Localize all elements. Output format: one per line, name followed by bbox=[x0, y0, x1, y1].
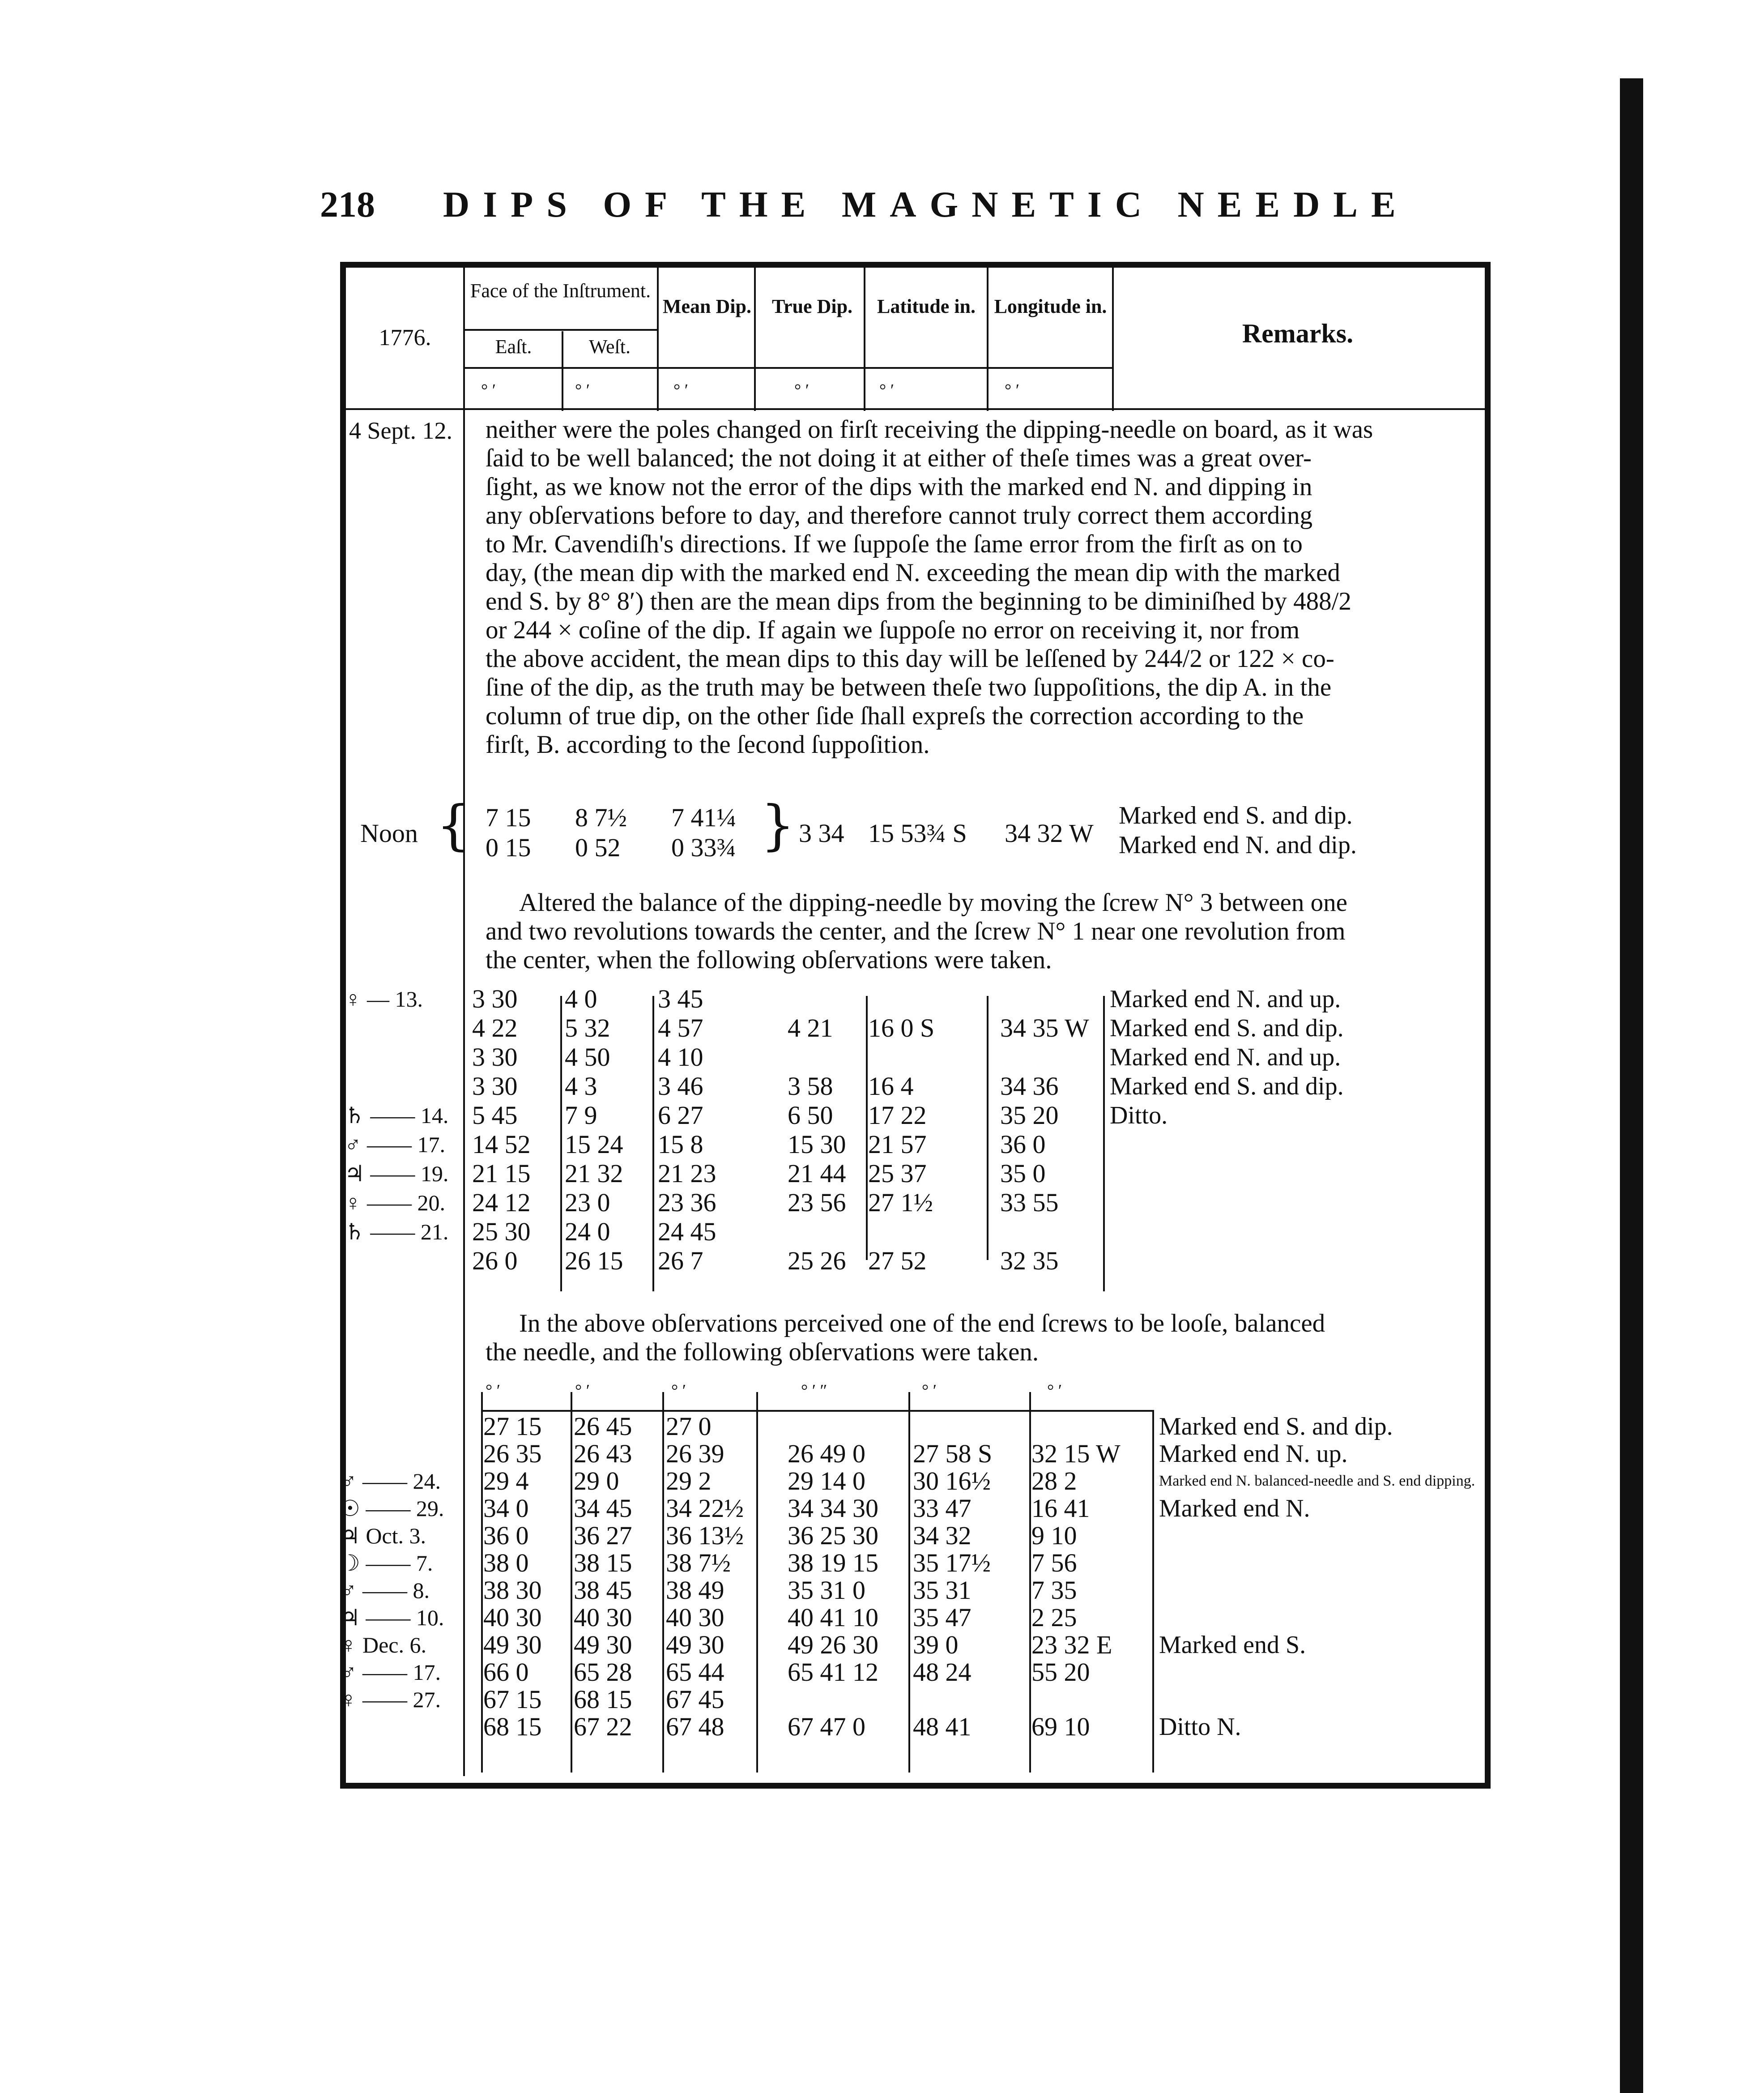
column-rule bbox=[481, 1392, 483, 1773]
east-units: ° ′ bbox=[481, 381, 496, 400]
paragraph-line: the needle, and the following obſervations were taken. bbox=[486, 1338, 1039, 1366]
cell-date: ♃ Oct. 3. bbox=[340, 1523, 426, 1548]
cell-remark: Marked end N. up. bbox=[1159, 1440, 1348, 1468]
column-rule bbox=[1152, 1410, 1154, 1773]
paragraph-line: any obſervations before to day, and therefore cannot truly correct them according bbox=[486, 501, 1313, 530]
cell-west: 38 15 bbox=[574, 1548, 632, 1577]
paragraph-line: ſight, as we know not the error of the dips with the marked end N. and dipping in bbox=[486, 473, 1312, 501]
cell-date: ♀ —— 27. bbox=[340, 1687, 441, 1712]
cell-lon: 34 36 bbox=[1000, 1072, 1059, 1101]
cell-true: 38 19 15 bbox=[788, 1548, 878, 1577]
cell-mean: 26 7 bbox=[658, 1246, 703, 1275]
cell-true: 26 49 0 bbox=[788, 1439, 865, 1468]
noon-east-2: 0 15 bbox=[486, 833, 531, 862]
cell-date: ♀ — 13. bbox=[345, 987, 423, 1012]
cell-true: 65 41 12 bbox=[788, 1657, 878, 1687]
mean-units: ° ′ bbox=[673, 381, 689, 400]
cell-true: 15 30 bbox=[788, 1130, 846, 1159]
paragraph-line: or 244 × coſine of the dip. If again we ſuppoſe no error on receiving it, nor from bbox=[486, 616, 1300, 644]
cell-true: 49 26 30 bbox=[788, 1630, 878, 1659]
header-rule bbox=[562, 331, 563, 411]
cell-lat: 39 0 bbox=[913, 1630, 959, 1659]
first-date: 4 Sept. 12. bbox=[349, 417, 453, 444]
units-east-2: ° ′ bbox=[486, 1381, 501, 1400]
cell-date: ♃ —— 19. bbox=[345, 1161, 449, 1186]
cell-lat: 27 1½ bbox=[868, 1188, 933, 1217]
cell-mean: 23 36 bbox=[658, 1188, 716, 1217]
cell-remark: Marked end S. and dip. bbox=[1110, 1072, 1344, 1100]
paragraph-line: to Mr. Cavendiſh's directions. If we ſuppoſe the ſame error from the firſt as on to bbox=[486, 530, 1303, 558]
units-lat-2: ° ′ bbox=[922, 1381, 937, 1400]
header-rule bbox=[1112, 268, 1114, 411]
cell-mean: 29 2 bbox=[666, 1466, 712, 1495]
cell-lat: 34 32 bbox=[913, 1521, 971, 1550]
cell-lon: 28 2 bbox=[1031, 1466, 1077, 1495]
cell-date: ♃ —— 10. bbox=[340, 1605, 444, 1630]
cell-true: 4 21 bbox=[788, 1013, 833, 1042]
noon-west-1: 8 7½ bbox=[575, 803, 627, 832]
cell-west: 26 43 bbox=[574, 1439, 632, 1468]
cell-lon: 32 35 bbox=[1000, 1246, 1059, 1275]
paragraph-line: column of true dip, on the other ſide ſhall expreſs the correction according to the bbox=[486, 702, 1304, 730]
face-heading: Face of the Inſtrument. bbox=[470, 280, 651, 302]
cell-lat: 48 41 bbox=[913, 1712, 971, 1741]
units-true-2: ° ′ ″ bbox=[801, 1381, 827, 1400]
cell-mean: 3 45 bbox=[658, 984, 703, 1013]
cell-mean: 27 0 bbox=[666, 1412, 712, 1441]
cell-mean: 4 10 bbox=[658, 1042, 703, 1072]
year-heading: 1776. bbox=[379, 325, 431, 350]
cell-west: 4 0 bbox=[565, 984, 597, 1013]
cell-date: ☉ —— 29. bbox=[340, 1496, 444, 1521]
noon-east-1: 7 15 bbox=[486, 803, 531, 832]
cell-lat: 35 17½ bbox=[913, 1548, 991, 1577]
units-west-2: ° ′ bbox=[575, 1381, 590, 1400]
cell-west: 7 9 bbox=[565, 1101, 597, 1130]
cell-west: 38 45 bbox=[574, 1576, 632, 1605]
cell-west: 15 24 bbox=[565, 1130, 623, 1159]
cell-true: 6 50 bbox=[788, 1101, 833, 1130]
paragraph-line: and two revolutions towards the center, and the ſcrew N° 1 near one revolution from bbox=[486, 917, 1346, 945]
cell-remark: Ditto N. bbox=[1159, 1713, 1241, 1741]
cell-east: 38 0 bbox=[483, 1548, 529, 1577]
cell-true: 3 58 bbox=[788, 1072, 833, 1101]
cell-west: 26 45 bbox=[574, 1412, 632, 1441]
paragraph-line: Altered the balance of the dipping-needle by moving the ſcrew N° 3 between one bbox=[519, 888, 1347, 917]
cell-east: 3 30 bbox=[472, 1072, 518, 1101]
column-rule bbox=[1103, 996, 1105, 1291]
cell-true: 36 25 30 bbox=[788, 1521, 878, 1550]
cell-mean: 67 48 bbox=[666, 1712, 724, 1741]
cell-date: ♂ —— 24. bbox=[340, 1469, 441, 1494]
cell-lon: 23 32 E bbox=[1031, 1630, 1112, 1659]
cell-lat: 27 58 S bbox=[913, 1439, 993, 1468]
east-heading: Eaſt. bbox=[495, 336, 532, 358]
cell-west: 29 0 bbox=[574, 1466, 619, 1495]
cell-remark: Marked end S. and dip. bbox=[1110, 1014, 1344, 1042]
paragraph-line: ſaid to be well balanced; the not doing it at either of theſe times was a great over- bbox=[486, 444, 1312, 472]
cell-west: 65 28 bbox=[574, 1657, 632, 1687]
cell-east: 34 0 bbox=[483, 1494, 529, 1523]
cell-remark: Marked end N. balanced-needle and S. end dipping. bbox=[1159, 1473, 1475, 1489]
column-rule bbox=[908, 1392, 910, 1773]
brace-glyph: { bbox=[436, 794, 471, 857]
west-heading: Weſt. bbox=[589, 336, 631, 358]
column-rule bbox=[662, 1392, 664, 1773]
lon-units: ° ′ bbox=[1005, 381, 1020, 400]
cell-remark: Marked end S. and dip. bbox=[1159, 1413, 1393, 1440]
cell-date: ☽ —— 7. bbox=[340, 1551, 433, 1576]
header-rule bbox=[987, 268, 989, 411]
cell-east: 38 30 bbox=[483, 1576, 542, 1605]
noon-remark-2: Marked end N. and dip. bbox=[1119, 831, 1357, 859]
cell-east: 14 52 bbox=[472, 1130, 531, 1159]
true-heading: True Dip. bbox=[771, 295, 853, 317]
cell-lon: 32 15 W bbox=[1031, 1439, 1121, 1468]
lat-units: ° ′ bbox=[879, 381, 895, 400]
cell-lat: 35 31 bbox=[913, 1576, 971, 1605]
cell-remark: Marked end N. and up. bbox=[1110, 1043, 1341, 1071]
header-rule bbox=[864, 268, 865, 411]
cell-west: 4 50 bbox=[565, 1042, 610, 1072]
cell-lon: 9 10 bbox=[1031, 1521, 1077, 1550]
column-rule bbox=[571, 1392, 572, 1773]
column-rule bbox=[1029, 1392, 1031, 1773]
column-rule bbox=[756, 1392, 758, 1773]
header-rule bbox=[657, 268, 659, 411]
cell-remark: Marked end N. and up. bbox=[1110, 985, 1341, 1013]
cell-lon: 36 0 bbox=[1000, 1130, 1046, 1159]
cell-west: 68 15 bbox=[574, 1685, 632, 1714]
page-number: 218 bbox=[320, 184, 375, 225]
cell-mean: 40 30 bbox=[666, 1603, 724, 1632]
cell-lat: 33 47 bbox=[913, 1494, 971, 1523]
cell-east: 24 12 bbox=[472, 1188, 531, 1217]
cell-east: 3 30 bbox=[472, 1042, 518, 1072]
cell-mean: 34 22½ bbox=[666, 1494, 744, 1523]
noon-lon: 34 32 W bbox=[1005, 819, 1094, 848]
cell-east: 36 0 bbox=[483, 1521, 529, 1550]
cell-east: 29 4 bbox=[483, 1466, 529, 1495]
cell-true: 21 44 bbox=[788, 1159, 846, 1188]
cell-east: 21 15 bbox=[472, 1159, 531, 1188]
cell-mean: 4 57 bbox=[658, 1013, 703, 1042]
brace-glyph: } bbox=[761, 794, 795, 857]
cell-west: 34 45 bbox=[574, 1494, 632, 1523]
cell-mean: 38 7½ bbox=[666, 1548, 731, 1577]
header-rule bbox=[463, 367, 1112, 369]
noon-west-2: 0 52 bbox=[575, 833, 621, 862]
cell-lon: 35 20 bbox=[1000, 1101, 1059, 1130]
latitude-heading: Latitude in. bbox=[877, 295, 976, 317]
page-spine-shadow bbox=[1620, 78, 1643, 2093]
remarks-heading: Remarks. bbox=[1242, 319, 1354, 348]
cell-east: 4 22 bbox=[472, 1013, 518, 1042]
cell-mean: 36 13½ bbox=[666, 1521, 744, 1550]
cell-remark: Ditto. bbox=[1110, 1102, 1168, 1129]
cell-date: ♂ —— 17. bbox=[340, 1660, 441, 1685]
noon-label: Noon bbox=[360, 819, 418, 848]
noon-true: 3 34 bbox=[799, 819, 844, 848]
units-mean-2: ° ′ bbox=[671, 1381, 686, 1400]
cell-remark: Marked end S. bbox=[1159, 1631, 1306, 1659]
cell-lat: 27 52 bbox=[868, 1246, 927, 1275]
cell-east: 3 30 bbox=[472, 984, 518, 1013]
cell-west: 49 30 bbox=[574, 1630, 632, 1659]
cell-date: ♄ —— 21. bbox=[345, 1219, 449, 1244]
cell-lat: 35 47 bbox=[913, 1603, 971, 1632]
cell-date: ♂ —— 17. bbox=[345, 1132, 445, 1157]
cell-mean: 21 23 bbox=[658, 1159, 716, 1188]
true-units: ° ′ bbox=[794, 381, 810, 400]
cell-east: 40 30 bbox=[483, 1603, 542, 1632]
cell-true: 25 26 bbox=[788, 1246, 846, 1275]
cell-east: 26 0 bbox=[472, 1246, 518, 1275]
cell-lon: 16 41 bbox=[1031, 1494, 1090, 1523]
cell-east: 5 45 bbox=[472, 1101, 518, 1130]
cell-west: 36 27 bbox=[574, 1521, 632, 1550]
cell-lat: 21 57 bbox=[868, 1130, 927, 1159]
cell-mean: 65 44 bbox=[666, 1657, 724, 1687]
cell-true: 23 56 bbox=[788, 1188, 846, 1217]
cell-west: 24 0 bbox=[565, 1217, 610, 1246]
cell-lat: 48 24 bbox=[913, 1657, 971, 1687]
noon-mean-1: 7 41¼ bbox=[671, 803, 736, 832]
column-rule bbox=[560, 996, 562, 1291]
cell-lon: 7 35 bbox=[1031, 1576, 1077, 1605]
cell-east: 49 30 bbox=[483, 1630, 542, 1659]
cell-lon: 7 56 bbox=[1031, 1548, 1077, 1577]
cell-east: 68 15 bbox=[483, 1712, 542, 1741]
cell-east: 27 15 bbox=[483, 1412, 542, 1441]
cell-lon: 55 20 bbox=[1031, 1657, 1090, 1687]
cell-west: 67 22 bbox=[574, 1712, 632, 1741]
cell-mean: 49 30 bbox=[666, 1630, 724, 1659]
header-rule bbox=[754, 268, 756, 411]
cell-east: 66 0 bbox=[483, 1657, 529, 1687]
header-bottom-rule bbox=[346, 408, 1485, 410]
column-rule bbox=[987, 996, 989, 1260]
cell-west: 23 0 bbox=[565, 1188, 610, 1217]
cell-true: 40 41 10 bbox=[788, 1603, 878, 1632]
paragraph-line: ſine of the dip, as the truth may be between theſe two ſuppoſitions, the dip A. in the bbox=[486, 673, 1332, 701]
cell-lon: 33 55 bbox=[1000, 1188, 1059, 1217]
paragraph-line: end S. by 8° 8′) then are the mean dips from the beginning to be diminiſhed by 488/2 bbox=[486, 587, 1351, 615]
cell-remark: Marked end N. bbox=[1159, 1495, 1310, 1522]
cell-lon: 69 10 bbox=[1031, 1712, 1090, 1741]
cell-date: ♀ —— 20. bbox=[345, 1190, 445, 1215]
cell-east: 26 35 bbox=[483, 1439, 542, 1468]
cell-mean: 38 49 bbox=[666, 1576, 724, 1605]
cell-west: 5 32 bbox=[565, 1013, 610, 1042]
paragraph-line: In the above obſervations perceived one of the end ſcrews to be looſe, balanced bbox=[519, 1309, 1325, 1337]
cell-east: 25 30 bbox=[472, 1217, 531, 1246]
cell-lon: 35 0 bbox=[1000, 1159, 1046, 1188]
cell-mean: 15 8 bbox=[658, 1130, 703, 1159]
cell-lat: 30 16½ bbox=[913, 1466, 991, 1495]
cell-lat: 17 22 bbox=[868, 1101, 927, 1130]
noon-remark-1: Marked end S. and dip. bbox=[1119, 802, 1353, 829]
cell-true: 29 14 0 bbox=[788, 1466, 865, 1495]
column-rule bbox=[652, 996, 654, 1291]
cell-lat: 16 0 S bbox=[868, 1013, 935, 1042]
cell-west: 4 3 bbox=[565, 1072, 597, 1101]
cell-lat: 25 37 bbox=[868, 1159, 927, 1188]
units-lon-2: ° ′ bbox=[1047, 1381, 1062, 1400]
cell-mean: 67 45 bbox=[666, 1685, 724, 1714]
cell-mean: 3 46 bbox=[658, 1072, 703, 1101]
cell-true: 67 47 0 bbox=[788, 1712, 865, 1741]
cell-lon: 2 25 bbox=[1031, 1603, 1077, 1632]
cell-west: 21 32 bbox=[565, 1159, 623, 1188]
header-rule bbox=[463, 329, 657, 331]
running-title: DIPS OF THE MAGNETIC NEEDLE bbox=[443, 184, 1409, 225]
cell-mean: 6 27 bbox=[658, 1101, 703, 1130]
noon-lat: 15 53¾ S bbox=[868, 819, 967, 848]
cell-mean: 26 39 bbox=[666, 1439, 724, 1468]
cell-date: ♂ —— 8. bbox=[340, 1578, 430, 1603]
mean-heading: Mean Dip. bbox=[663, 295, 751, 317]
cell-west: 40 30 bbox=[574, 1603, 632, 1632]
cell-lon: 34 35 W bbox=[1000, 1013, 1089, 1042]
cell-east: 67 15 bbox=[483, 1685, 542, 1714]
paragraph-line: day, (the mean dip with the marked end N. exceeding the mean dip with the marked bbox=[486, 559, 1340, 587]
cell-true: 34 34 30 bbox=[788, 1494, 878, 1523]
paragraph-line: firſt, B. according to the ſecond ſuppoſition. bbox=[486, 730, 930, 759]
date-column-rule bbox=[463, 268, 465, 1776]
column-rule bbox=[866, 996, 868, 1260]
west-units: ° ′ bbox=[575, 381, 590, 400]
longitude-heading: Longitude in. bbox=[994, 295, 1107, 317]
cell-date: ♀ Dec. 6. bbox=[340, 1632, 426, 1657]
cell-lat: 16 4 bbox=[868, 1072, 914, 1101]
cell-date: ♄ —— 14. bbox=[345, 1103, 449, 1128]
noon-mean-2: 0 33¾ bbox=[671, 833, 736, 862]
cell-true: 35 31 0 bbox=[788, 1576, 865, 1605]
paragraph-line: the center, when the following obſervations were taken. bbox=[486, 946, 1052, 974]
paragraph-line: neither were the poles changed on firſt receiving the dipping-needle on board, as it was bbox=[486, 415, 1373, 444]
cell-mean: 24 45 bbox=[658, 1217, 716, 1246]
cell-west: 26 15 bbox=[565, 1246, 623, 1275]
paragraph-line: the above accident, the mean dips to this day will be leſſened by 244/2 or 122 × co- bbox=[486, 645, 1334, 673]
